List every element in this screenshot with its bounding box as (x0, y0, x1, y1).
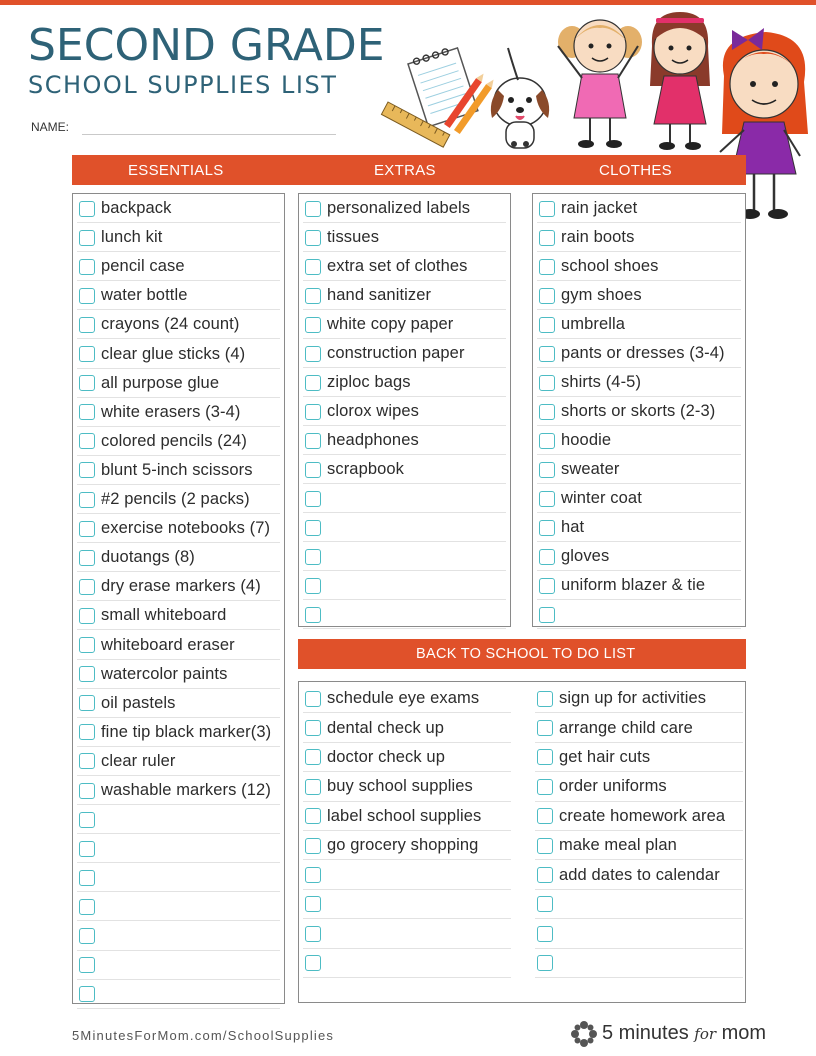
todo-item (535, 743, 743, 772)
todo-list (298, 681, 746, 1003)
checkbox[interactable] (305, 749, 321, 765)
list-item (303, 310, 506, 339)
checkbox[interactable] (79, 870, 95, 886)
item-label: colored pencils (24) (101, 431, 247, 450)
header-clothes: CLOTHES (599, 162, 672, 179)
checkbox[interactable] (305, 346, 321, 362)
item-label: sweater (561, 460, 620, 478)
list-item (77, 340, 280, 369)
essentials-list (72, 193, 285, 1004)
list-item (303, 194, 506, 223)
item-label: construction paper (327, 344, 465, 362)
checkbox[interactable] (305, 404, 321, 420)
page-subtitle: SCHOOL SUPPLIES LIST (28, 71, 338, 99)
todo-label: label school supplies (327, 806, 482, 825)
dog-icon (491, 48, 549, 148)
list-item (537, 397, 741, 426)
item-label: washable markers (12) (101, 781, 271, 800)
checkbox[interactable] (305, 549, 321, 565)
brand-logo (570, 1020, 767, 1050)
item-label: dry erase markers (4) (101, 577, 261, 596)
todo-label: schedule eye exams (327, 689, 480, 708)
list-item (77, 369, 280, 398)
list-item (77, 572, 280, 601)
girl-pink-dress-icon (650, 12, 710, 150)
item-label: backpack (101, 199, 172, 218)
todo-item (303, 772, 511, 801)
item-label: school shoes (561, 257, 659, 275)
item-label: umbrella (561, 315, 626, 333)
checkbox[interactable] (79, 608, 95, 624)
header-extras: EXTRAS (374, 162, 436, 179)
item-label: blunt 5-inch scissors (101, 460, 253, 479)
checkbox[interactable] (537, 867, 553, 883)
checkbox[interactable] (79, 928, 95, 944)
list-item (537, 513, 741, 542)
checkbox[interactable] (305, 491, 321, 507)
checkbox[interactable] (537, 838, 553, 854)
checkbox[interactable] (79, 899, 95, 915)
checkbox[interactable] (305, 896, 321, 912)
list-item (77, 543, 280, 572)
item-label: small whiteboard (101, 606, 227, 625)
checkbox[interactable] (537, 955, 553, 971)
checkbox[interactable] (79, 375, 95, 391)
list-item (77, 281, 280, 310)
todo-item (303, 949, 511, 978)
checkbox[interactable] (305, 375, 321, 391)
item-label: lunch kit (101, 228, 163, 247)
list-item (77, 310, 280, 339)
todo-label: buy school supplies (327, 777, 473, 796)
list-item (537, 542, 741, 571)
checkbox[interactable] (539, 462, 555, 478)
list-item (77, 776, 280, 805)
list-item (303, 513, 506, 542)
list-item (537, 310, 741, 339)
checkbox[interactable] (305, 926, 321, 942)
checkbox[interactable] (79, 812, 95, 828)
checkbox[interactable] (539, 346, 555, 362)
item-label: shirts (4-5) (561, 373, 642, 391)
flower-logo-icon (570, 1020, 598, 1048)
todo-item (535, 831, 743, 860)
extras-list (298, 193, 511, 627)
checkbox[interactable] (79, 753, 95, 769)
list-item (303, 455, 506, 484)
list-item (77, 747, 280, 776)
checkbox[interactable] (537, 720, 553, 736)
list-item (537, 571, 741, 600)
checkbox[interactable] (539, 433, 555, 449)
list-item (77, 922, 280, 951)
logo-text (602, 1022, 766, 1045)
todo-item (303, 802, 511, 831)
checkbox[interactable] (305, 955, 321, 971)
item-label: #2 pencils (2 packs) (101, 490, 250, 509)
list-item (537, 223, 741, 252)
checkbox[interactable] (79, 492, 95, 508)
checkbox[interactable] (79, 201, 95, 217)
checkbox[interactable] (539, 375, 555, 391)
list-item (303, 571, 506, 600)
checkbox[interactable] (539, 259, 555, 275)
todo-label: create homework area (559, 806, 726, 825)
list-item (537, 194, 741, 223)
list-item (303, 397, 506, 426)
checkbox[interactable] (305, 867, 321, 883)
checkbox[interactable] (539, 230, 555, 246)
checkbox[interactable] (79, 695, 95, 711)
list-item (77, 834, 280, 863)
checkbox[interactable] (305, 259, 321, 275)
todo-item (303, 713, 511, 742)
checkbox[interactable] (79, 230, 95, 246)
checkbox[interactable] (305, 317, 321, 333)
todo-label: order uniforms (559, 777, 667, 796)
checkbox[interactable] (539, 288, 555, 304)
list-item (303, 426, 506, 455)
checkbox[interactable] (539, 607, 555, 623)
checkbox[interactable] (79, 957, 95, 973)
list-item (77, 252, 280, 281)
logo-text-mom: mom (721, 1022, 767, 1044)
list-item (537, 368, 741, 397)
checkbox[interactable] (305, 433, 321, 449)
checkbox[interactable] (537, 808, 553, 824)
todo-label: dental check up (327, 718, 445, 737)
checkbox[interactable] (79, 288, 95, 304)
item-label: clorox wipes (327, 402, 419, 420)
checkbox[interactable] (305, 578, 321, 594)
item-label: gloves (561, 547, 610, 565)
checkbox[interactable] (79, 550, 95, 566)
checkbox[interactable] (305, 201, 321, 217)
list-item (303, 281, 506, 310)
todo-label: arrange child care (559, 718, 693, 737)
list-item (77, 194, 280, 223)
todo-item (535, 802, 743, 831)
checkbox[interactable] (79, 637, 95, 653)
item-label: pants or dresses (3-4) (561, 344, 725, 362)
list-item (77, 980, 280, 1009)
todo-item (535, 713, 743, 742)
todo-item (303, 860, 511, 889)
todo-item (303, 684, 511, 713)
todo-item (303, 890, 511, 919)
item-label: tissues (327, 228, 380, 246)
list-item (303, 252, 506, 281)
list-item (537, 455, 741, 484)
item-label: extra set of clothes (327, 257, 468, 275)
item-label: ziploc bags (327, 373, 411, 391)
checkbox[interactable] (305, 462, 321, 478)
list-item (537, 339, 741, 368)
item-label: white erasers (3-4) (101, 402, 241, 421)
list-item (77, 427, 280, 456)
list-item (77, 863, 280, 892)
todo-label: go grocery shopping (327, 836, 479, 855)
todo-label: sign up for activities (559, 689, 707, 708)
item-label: pencil case (101, 257, 185, 276)
list-item (77, 805, 280, 834)
name-field-line[interactable] (82, 134, 336, 135)
item-label: oil pastels (101, 693, 176, 712)
checkbox[interactable] (537, 691, 553, 707)
todo-item (303, 919, 511, 948)
girl-pigtails-icon (558, 20, 642, 148)
list-item (77, 456, 280, 485)
todo-item (535, 860, 743, 889)
todo-item (535, 890, 743, 919)
checkbox[interactable] (79, 986, 95, 1002)
logo-text-for: for (694, 1025, 717, 1043)
checkbox[interactable] (305, 288, 321, 304)
checkbox[interactable] (539, 404, 555, 420)
list-item (303, 339, 506, 368)
checkbox[interactable] (79, 433, 95, 449)
checkbox[interactable] (537, 749, 553, 765)
todo-item (303, 831, 511, 860)
item-label: shorts or skorts (2-3) (561, 402, 716, 420)
top-accent-strip (0, 0, 816, 5)
item-label: clear ruler (101, 751, 176, 770)
checkbox[interactable] (539, 549, 555, 565)
item-label: water bottle (101, 286, 188, 305)
item-label: white copy paper (327, 315, 454, 333)
checkbox[interactable] (539, 520, 555, 536)
checkbox[interactable] (539, 317, 555, 333)
checkbox[interactable] (539, 578, 555, 594)
checkbox[interactable] (305, 720, 321, 736)
section-header-bar (72, 155, 746, 185)
todo-item (535, 684, 743, 713)
checkbox[interactable] (79, 724, 95, 740)
clothes-list (532, 193, 746, 627)
todo-label: doctor check up (327, 747, 445, 766)
item-label: hoodie (561, 431, 612, 449)
page-title: SECOND GRADE (28, 20, 385, 71)
list-item (77, 951, 280, 980)
checkbox[interactable] (305, 691, 321, 707)
todo-item (535, 772, 743, 801)
todo-label: get hair cuts (559, 747, 651, 766)
list-item (537, 281, 741, 310)
header-todo: BACK TO SCHOOL TO DO LIST (416, 646, 636, 662)
list-item (303, 484, 506, 513)
item-label: winter coat (561, 489, 642, 507)
item-label: personalized labels (327, 199, 471, 217)
checkbox[interactable] (79, 521, 95, 537)
list-item (537, 484, 741, 513)
item-label: headphones (327, 431, 419, 449)
checkbox[interactable] (79, 404, 95, 420)
list-item (537, 252, 741, 281)
girl-purple-dress-icon (720, 28, 808, 219)
logo-text-minutes: 5 minutes (602, 1022, 689, 1044)
checkbox[interactable] (79, 346, 95, 362)
checkbox[interactable] (537, 926, 553, 942)
checkbox[interactable] (79, 841, 95, 857)
item-label: all purpose glue (101, 373, 220, 392)
name-label: NAME: (31, 120, 70, 134)
list-item (77, 631, 280, 660)
checkbox[interactable] (305, 230, 321, 246)
checkbox[interactable] (305, 520, 321, 536)
item-label: fine tip black marker(3) (101, 722, 272, 741)
checkbox[interactable] (537, 896, 553, 912)
checkbox[interactable] (79, 783, 95, 799)
list-item (303, 542, 506, 571)
list-item (77, 892, 280, 921)
item-label: hat (561, 518, 585, 536)
item-label: clear glue sticks (4) (101, 344, 246, 363)
list-item (77, 601, 280, 630)
item-label: scrapbook (327, 460, 405, 478)
item-label: rain jacket (561, 199, 638, 217)
checkbox[interactable] (305, 838, 321, 854)
item-label: uniform blazer & tie (561, 576, 706, 594)
todo-label: add dates to calendar (559, 865, 720, 884)
list-item (303, 368, 506, 397)
item-label: exercise notebooks (7) (101, 519, 271, 538)
list-item (77, 485, 280, 514)
list-item (77, 514, 280, 543)
checkbox[interactable] (79, 462, 95, 478)
item-label: watercolor paints (101, 664, 228, 683)
header-essentials: ESSENTIALS (128, 162, 224, 179)
checkbox[interactable] (79, 259, 95, 275)
list-item (77, 689, 280, 718)
footer-url[interactable]: 5MinutesForMom.com/SchoolSupplies (72, 1028, 335, 1043)
checkbox[interactable] (537, 779, 553, 795)
list-item (537, 600, 741, 629)
checkbox[interactable] (539, 201, 555, 217)
checkbox[interactable] (79, 666, 95, 682)
item-label: crayons (24 count) (101, 315, 240, 334)
list-item (303, 600, 506, 629)
list-item (303, 223, 506, 252)
list-item (77, 660, 280, 689)
checkbox[interactable] (79, 317, 95, 333)
todo-item (535, 949, 743, 978)
item-label: rain boots (561, 228, 635, 246)
todo-label: make meal plan (559, 836, 677, 855)
todo-item (303, 743, 511, 772)
checkbox[interactable] (305, 607, 321, 623)
list-item (77, 223, 280, 252)
item-label: duotangs (8) (101, 548, 195, 567)
item-label: gym shoes (561, 286, 642, 304)
checkbox[interactable] (305, 779, 321, 795)
list-item (537, 426, 741, 455)
list-item (77, 718, 280, 747)
checkbox[interactable] (539, 491, 555, 507)
list-item (77, 398, 280, 427)
checkbox[interactable] (305, 808, 321, 824)
item-label: whiteboard eraser (101, 635, 235, 654)
item-label: hand sanitizer (327, 286, 432, 304)
todo-item (535, 919, 743, 948)
todo-header-bar (298, 639, 746, 669)
checkbox[interactable] (79, 579, 95, 595)
